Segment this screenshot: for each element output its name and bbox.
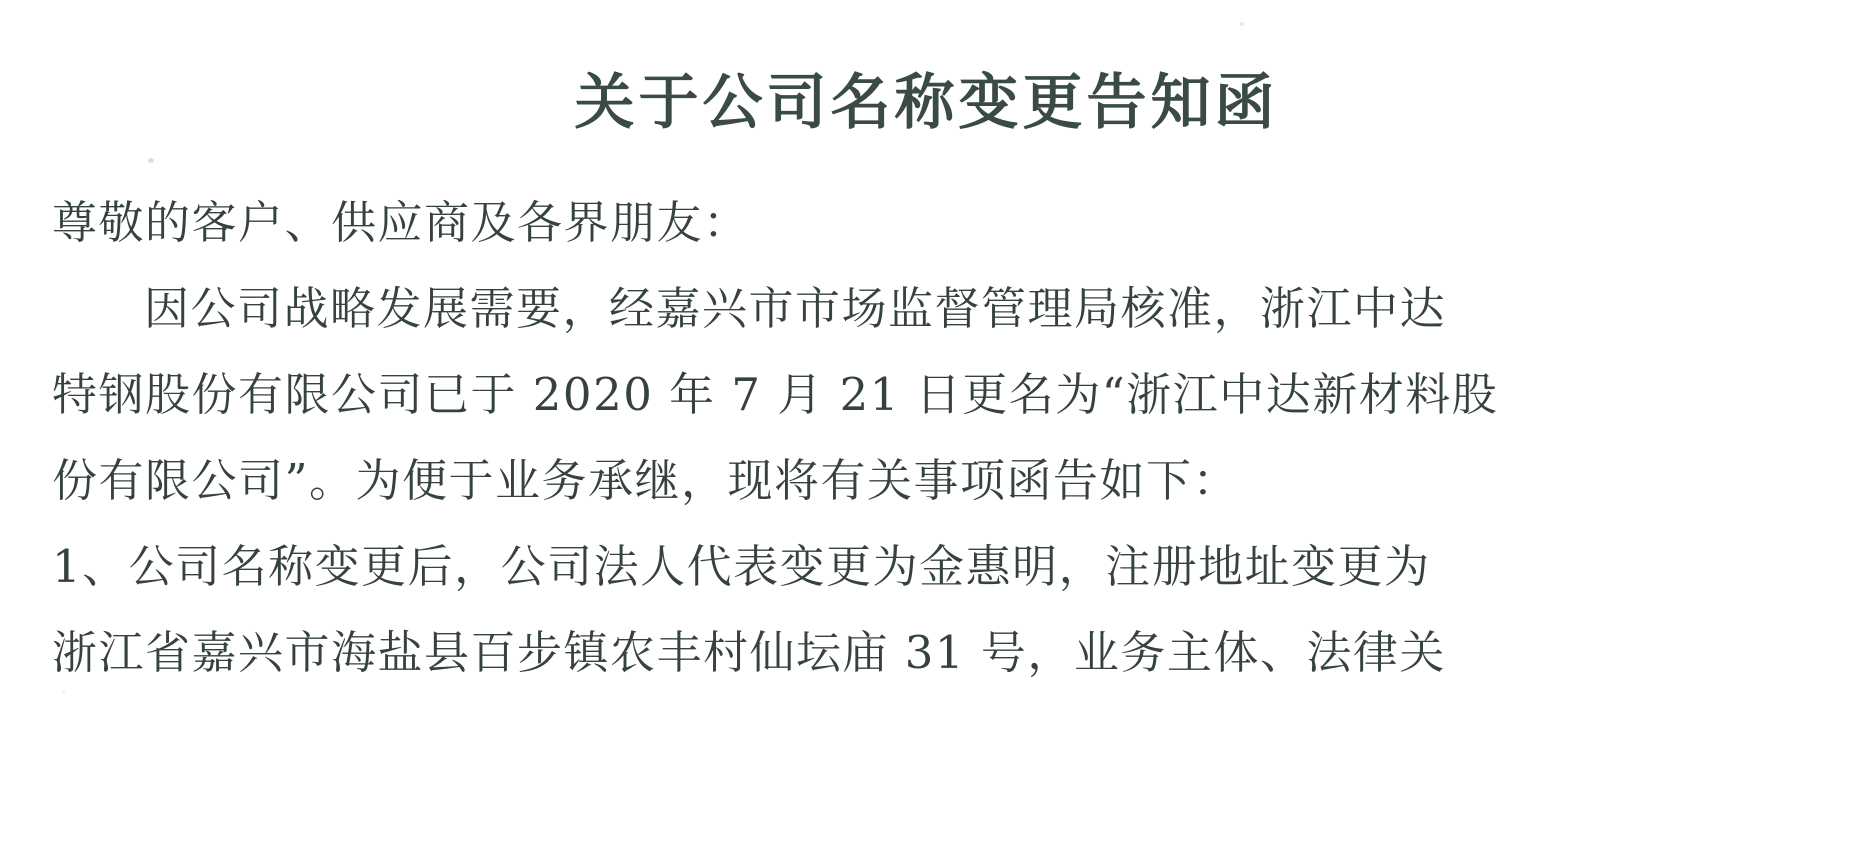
salutation: 尊敬的客户、供应商及各界朋友： xyxy=(52,196,750,249)
paragraph-1-line-3: 份有限公司”。为便于业务承继，现将有关事项函告如下： xyxy=(52,454,1240,507)
paragraph-2-line-2: 浙江省嘉兴市海盐县百步镇农丰村仙坛庙 31 号，业务主体、法律关 xyxy=(52,626,1446,679)
document-body xyxy=(52,180,1812,696)
scan-speck xyxy=(1240,22,1244,26)
paragraph-1-line-1: 因公司战略发展需要，经嘉兴市市场监督管理局核准，浙江中达 xyxy=(144,282,1447,335)
paragraph-2-line-1: 1、公司名称变更后，公司法人代表变更为金惠明，注册地址变更为 xyxy=(52,540,1431,593)
paragraph-1-line-2: 特钢股份有限公司已于 2020 年 7 月 21 日更名为“浙江中达新材料股 xyxy=(52,368,1499,421)
page-title: 关于公司名称变更告知函 xyxy=(574,68,1279,138)
scan-speck xyxy=(148,158,154,163)
